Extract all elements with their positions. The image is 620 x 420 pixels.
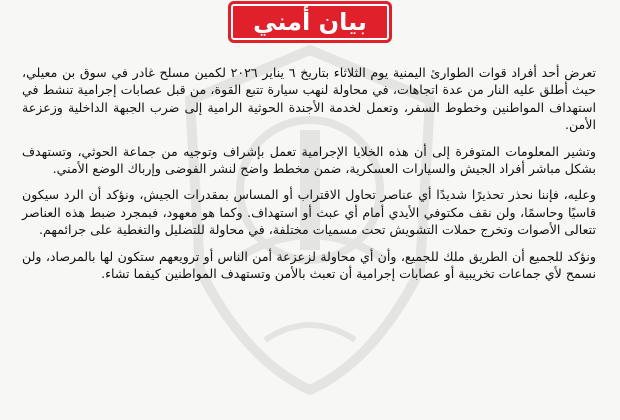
paragraph-1: تعرض أحد أفراد قوات الطوارئ اليمنية يوم الثلاثاء بتاريخ ٦ يناير ٢٠٢٦ لكمين مسلح غادر في سوق بن معيلي، حيث أطلق عليه النار من عدة اتجاهات، في محاولة لنهب سيارة تتبع القوة، من قبل عصابات إجرامية تنشط في استهداف المواطنين وخطوط السفر، وتعمل لخدمة الأجندة الحوثية الرامية إلى ضرب الجبهة الداخلية وزعزعة الأمن. (22, 65, 596, 133)
paragraph-2: وتشير المعلومات المتوفرة إلى أن هذه الخلايا الإجرامية تعمل بإشراف وتوجيه من جماعة الحوثي، وتستهدف بشكل مباشر أفراد الجيش والسيارات العسكرية، ضمن مخطط واضح لنشر الفوضى وإرباك الوضع الأمني. (22, 143, 596, 177)
statement-body (22, 64, 596, 291)
title-container (0, 4, 620, 40)
page-title: بيان أمني (231, 4, 389, 40)
paragraph-4: ونؤكد للجميع أن الطريق ملك للجميع، وأن أي محاولة لزعزعة أمن الناس أو ترويعهم ستكون لها بالمرصاد، ولن نسمح لأي جماعات تخريبية أو عصابات إجرامية أن تعبث بالأمن وتستهدف المواطنين كيفما تشاء. (22, 248, 596, 282)
paragraph-3: وعليه، فإننا نحذر تحذيرًا شديدًا أي عناصر تحاول الاقتراب أو المساس بمقدرات الجيش، ونؤكد أن الرد سيكون قاسيًا وحاسمًا، ولن نقف مكتوفي الأيدي أمام أي عبث أو استهداف. وكما هو معهود، فبمجرد ضبط هذه العناصر تتعالى الأصوات وتخرج حملات التشويش تحت مسميات مختلفة، في محاولة للتضليل والتغطية على جرائمهم. (22, 187, 596, 238)
